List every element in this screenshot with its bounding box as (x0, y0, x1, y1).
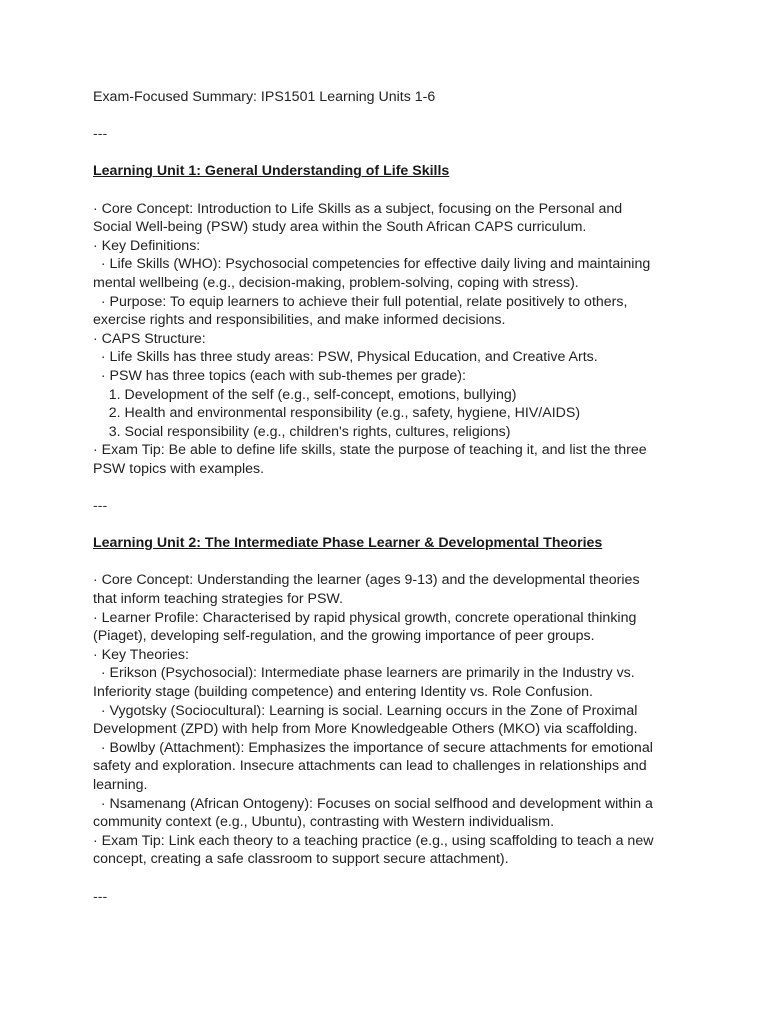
unit2-line: · Erikson (Psychosocial): Intermediate phase learners are primarily in the Industry vs. (93, 665, 635, 682)
unit2-line: community context (e.g., Ubuntu), contrasting with Western individualism. (93, 814, 555, 831)
unit2-line: · Core Concept: Understanding the learner (ages 9-13) and the developmental theories (93, 572, 640, 589)
unit2-line: safety and exploration. Insecure attachments can lead to challenges in relationships and (93, 758, 647, 775)
unit1-line: · CAPS Structure: (93, 330, 206, 347)
unit2-line: · Vygotsky (Sociocultural): Learning is social. Learning occurs in the Zone of Proximal (93, 702, 638, 719)
unit2-line: · Nsamenang (African Ontogeny): Focuses on social selfhood and development within a (93, 795, 653, 812)
unit2-content (93, 571, 683, 869)
unit1-line: · Life Skills (WHO): Psychosocial competencies for effective daily living and maintaining (93, 256, 651, 273)
unit2-line: · Learner Profile: Characterised by rapid physical growth, concrete operational thinking (93, 609, 637, 626)
unit2-line: · Bowlby (Attachment): Emphasizes the importance of secure attachments for emotional (93, 739, 653, 756)
unit1-line: 1. Development of the self (e.g., self-concept, emotions, bullying) (93, 386, 517, 403)
unit1-line: · Key Definitions: (93, 237, 201, 254)
unit1-line: exercise rights and responsibilities, and make informed decisions. (93, 312, 506, 329)
unit1-line: · Exam Tip: Be able to define life skills, state the purpose of teaching it, and list the three (93, 442, 647, 459)
document-title: Exam-Focused Summary: IPS1501 Learning Units 1-6 (93, 89, 436, 105)
unit2-line: (Piaget), developing self-regulation, and the growing importance of peer groups. (93, 628, 595, 645)
spacer (93, 478, 683, 497)
document-body (93, 88, 683, 906)
unit1-line: 3. Social responsibility (e.g., children's rights, cultures, religions) (93, 423, 511, 440)
unit1-line: · Life Skills has three study areas: PSW, Physical Education, and Creative Arts. (93, 349, 598, 366)
unit1-line: · Purpose: To equip learners to achieve their full potential, relate positively to others, (93, 293, 628, 310)
unit2-line: that inform teaching strategies for PSW. (93, 591, 343, 608)
spacer (93, 144, 683, 163)
spacer (93, 107, 683, 126)
unit1-line: mental wellbeing (e.g., decision-making, problem-solving, coping with stress). (93, 274, 579, 291)
unit1-line: 2. Health and environmental responsibility (e.g., safety, hygiene, HIV/AIDS) (93, 405, 581, 422)
spacer (93, 181, 683, 200)
unit2-line: Development (ZPD) with help from More Knowledgeable Others (MKO) via scaffolding. (93, 721, 638, 738)
unit2-line: · Exam Tip: Link each theory to a teaching practice (e.g., using scaffolding to teach a new (93, 832, 654, 849)
unit1-line: PSW topics with examples. (93, 460, 265, 477)
spacer (93, 553, 683, 572)
section-separator: --- (93, 888, 108, 905)
unit2-line: Inferiority stage (building competence) and entering Identity vs. Role Confusion. (93, 684, 593, 700)
spacer (93, 869, 683, 888)
spacer (93, 516, 683, 535)
section-separator: --- (93, 498, 108, 515)
unit1-line: Social Well-being (PSW) study area within the South African CAPS curriculum. (93, 219, 587, 236)
unit1-line: · Core Concept: Introduction to Life Skills as a subject, focusing on the Personal and (93, 200, 623, 217)
unit1-line: · PSW has three topics (each with sub-themes per grade): (93, 367, 466, 384)
unit2-line: concept, creating a safe classroom to support secure attachment). (93, 851, 509, 868)
unit2-heading: Learning Unit 2: The Intermediate Phase Learner & Developmental Theories (93, 535, 603, 552)
section-separator: --- (93, 126, 108, 143)
unit1-heading: Learning Unit 1: General Understanding of Life Skills (93, 163, 450, 180)
unit1-content (93, 200, 683, 479)
unit2-line: · Key Theories: (93, 646, 189, 663)
unit2-line: learning. (93, 776, 148, 793)
